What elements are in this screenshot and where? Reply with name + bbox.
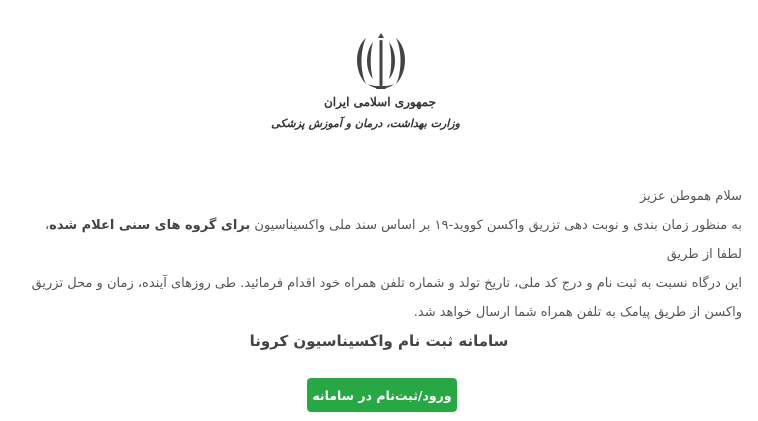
iran-emblem-icon: [352, 32, 410, 92]
welcome-message: [16, 182, 742, 327]
message-line-2: این درگاه نسبت به ثبت نام و درج کد ملی، تاریخ تولد و شماره تلفن همراه خود اقدام فرمائید. طی روزهای آینده، زمان و محل تزریق: [31, 276, 742, 291]
greeting: سلام هموطن عزیز: [639, 189, 742, 204]
message-emphasis: برای گروه های سنی اعلام شده: [49, 218, 251, 233]
login-register-button[interactable]: ورود/ثبت‌نام در سامانه: [307, 378, 457, 412]
country-name: جمهوری اسلامی ایران: [323, 95, 437, 109]
message-line-1: [16, 211, 742, 269]
ministry-name: وزارت بهداشت، درمان و آموزش پزشکی: [271, 117, 460, 130]
message-line-1-start: به منظور زمان بندی و نوبت دهی تزریق واکسن کووید-۱۹ بر اساس سند ملی واکسیناسیون: [250, 218, 742, 233]
message-line-1-end: ، لطفا از طریق: [44, 218, 742, 262]
message-line-3: واکسن از طریق پیامک به تلفن همراه شما ارسال خواهد شد.: [413, 305, 742, 320]
system-title: سامانه ثبت نام واکسیناسیون کرونا: [249, 332, 509, 350]
